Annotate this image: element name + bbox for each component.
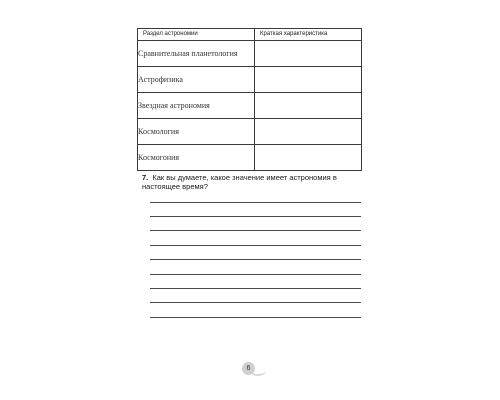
description-answer-cell[interactable] — [255, 67, 362, 93]
answer-line[interactable] — [150, 288, 361, 289]
answer-line[interactable] — [150, 245, 361, 246]
answer-line[interactable] — [150, 317, 361, 318]
section-name-cell: Звездная астрономия — [138, 93, 255, 119]
page-number-badge — [238, 361, 260, 377]
page-number: 6 — [242, 362, 255, 375]
question-number: 7. — [142, 173, 149, 182]
description-answer-cell[interactable] — [255, 41, 362, 67]
table-row — [138, 119, 362, 145]
table-row — [138, 145, 362, 171]
section-name-cell: Астрофизика — [138, 67, 255, 93]
answer-line[interactable] — [150, 259, 361, 260]
table-row — [138, 41, 362, 67]
column-header-description: Краткая характеристика — [255, 29, 362, 41]
description-answer-cell[interactable] — [255, 119, 362, 145]
section-name-cell: Космология — [138, 119, 255, 145]
column-header-section: Раздел астрономии — [138, 29, 255, 41]
section-name-cell: Космогония — [138, 145, 255, 171]
table-row — [138, 67, 362, 93]
question-7 — [142, 173, 367, 191]
table-header-row — [138, 29, 362, 41]
answer-line[interactable] — [150, 216, 361, 217]
section-name-cell: Сравнительная планетология — [138, 41, 255, 67]
table-row — [138, 93, 362, 119]
answer-line[interactable] — [150, 274, 361, 275]
question-text: Как вы думаете, какое значение имеет астрономия в настоящее время? — [142, 173, 337, 191]
answer-line[interactable] — [150, 230, 361, 231]
description-answer-cell[interactable] — [255, 93, 362, 119]
answer-line[interactable] — [150, 302, 361, 303]
answer-line[interactable] — [150, 202, 361, 203]
astronomy-sections-table — [137, 28, 362, 171]
description-answer-cell[interactable] — [255, 145, 362, 171]
